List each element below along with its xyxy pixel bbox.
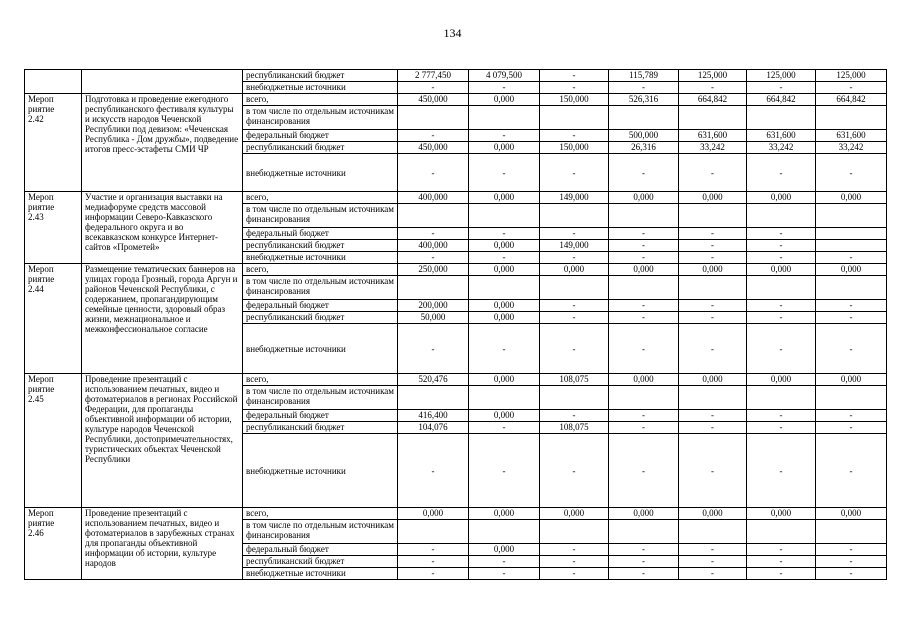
amount-cell [398, 276, 469, 300]
amount-cell: 0,000 [469, 544, 540, 556]
amount-cell: 149,000 [540, 240, 609, 252]
amount-cell: 450,000 [398, 142, 469, 154]
amount-cell: - [679, 556, 747, 568]
measure-description: Проведение презентаций с использованием печатных, видео и фотоматериалов в регионах Российской Федерации, для пропаганды объективной информации об истории, культуре народов Чеченской Республики, достопримечательностях, туристических объектах Чеченской Республики [82, 374, 243, 508]
amount-cell: 664,842 [747, 94, 816, 106]
amount-cell: - [540, 568, 609, 580]
funding-source: федеральный бюджет [243, 130, 398, 142]
amount-cell: - [540, 252, 609, 264]
funding-source: в том числе по отдельным источникам финансирования [243, 276, 398, 300]
funding-source: федеральный бюджет [243, 300, 398, 312]
amount-cell: - [609, 252, 679, 264]
funding-source: в том числе по отдельным источникам финансирования [243, 204, 398, 228]
amount-cell: - [816, 544, 887, 556]
amount-cell [609, 106, 679, 130]
amount-cell [609, 386, 679, 410]
amount-cell: - [398, 324, 469, 374]
amount-cell [540, 204, 609, 228]
amount-cell: 33,242 [816, 142, 887, 154]
measure-code: Мероп риятие 2.42 [25, 94, 82, 192]
funding-source: внебюджетные источники [243, 82, 398, 94]
amount-cell: - [540, 434, 609, 508]
amount-cell [609, 204, 679, 228]
amount-cell: - [398, 568, 469, 580]
amount-cell [679, 386, 747, 410]
amount-cell: - [747, 240, 816, 252]
amount-cell [398, 204, 469, 228]
amount-cell: 416,400 [398, 410, 469, 422]
amount-cell: 125,000 [816, 70, 887, 82]
page-number: 134 [443, 26, 462, 40]
measure-description: Участие и организация выставки на медиафоруме средств массовой информации Северо-Кавказского федерального округа и во всекавказском конкурсе Интернет-сайтов «Прометей» [82, 192, 243, 264]
measure-description [82, 70, 243, 94]
amount-cell: - [398, 130, 469, 142]
amount-cell: - [816, 410, 887, 422]
amount-cell: - [540, 544, 609, 556]
amount-cell: - [679, 324, 747, 374]
amount-cell: - [540, 410, 609, 422]
measure-code [25, 70, 82, 94]
amount-cell: - [679, 82, 747, 94]
amount-cell: 631,600 [816, 130, 887, 142]
amount-cell: 0,000 [747, 508, 816, 520]
amount-cell: - [679, 228, 747, 240]
measure-description: Проведение презентаций с использованием печатных, видео и фотоматериалов в зарубежных странах для пропаганды объективной информации об истории, культуре народов [82, 508, 243, 580]
funding-source: в том числе по отдельным источникам финансирования [243, 106, 398, 130]
amount-cell: 0,000 [469, 300, 540, 312]
measure-description: Размещение тематических баннеров на улицах города Грозный, города Аргун и районов Чеченской Республики, с содержанием, пропагандирующим семейные ценности, здоровый образ жизни, межнациональное и межконфессиональное согласие [82, 264, 243, 374]
amount-cell: - [540, 300, 609, 312]
amount-cell: - [679, 434, 747, 508]
amount-cell [816, 520, 887, 544]
funding-source: в том числе по отдельным источникам финансирования [243, 386, 398, 410]
funding-source: в том числе по отдельным источникам финансирования [243, 520, 398, 544]
amount-cell: 0,000 [679, 508, 747, 520]
amount-cell: - [469, 252, 540, 264]
amount-cell: 0,000 [747, 192, 816, 204]
amount-cell: 0,000 [398, 508, 469, 520]
funding-source: республиканский бюджет [243, 240, 398, 252]
amount-cell [540, 276, 609, 300]
amount-cell: - [747, 228, 816, 240]
amount-cell: 526,316 [609, 94, 679, 106]
amount-cell: - [469, 434, 540, 508]
amount-cell: - [540, 70, 609, 82]
amount-cell: - [609, 240, 679, 252]
amount-cell: - [398, 252, 469, 264]
amount-cell: 0,000 [469, 508, 540, 520]
amount-cell: - [747, 544, 816, 556]
amount-cell: 26,316 [609, 142, 679, 154]
amount-cell: - [679, 422, 747, 434]
amount-cell: 0,000 [469, 240, 540, 252]
amount-cell: - [747, 568, 816, 580]
amount-cell: - [816, 82, 887, 94]
amount-cell: - [398, 154, 469, 192]
amount-cell: 0,000 [816, 374, 887, 386]
amount-cell: 150,000 [540, 142, 609, 154]
amount-cell: - [816, 422, 887, 434]
amount-cell: 150,000 [540, 94, 609, 106]
amount-cell: 0,000 [609, 374, 679, 386]
amount-cell: - [747, 252, 816, 264]
measure-code: Мероп риятие 2.46 [25, 508, 82, 580]
amount-cell: - [469, 130, 540, 142]
amount-cell: 0,000 [816, 508, 887, 520]
amount-cell: 4 079,500 [469, 70, 540, 82]
amount-cell: - [609, 568, 679, 580]
amount-cell: - [609, 422, 679, 434]
amount-cell [679, 276, 747, 300]
amount-cell: 0,000 [469, 94, 540, 106]
amount-cell [398, 520, 469, 544]
amount-cell: 115,789 [609, 70, 679, 82]
amount-cell: - [816, 154, 887, 192]
amount-cell: 631,600 [679, 130, 747, 142]
funding-source: всего, [243, 94, 398, 106]
amount-cell: - [609, 82, 679, 94]
table-row [25, 264, 887, 276]
amount-cell: - [540, 324, 609, 374]
amount-cell: - [609, 544, 679, 556]
amount-cell: - [816, 556, 887, 568]
amount-cell: - [540, 228, 609, 240]
amount-cell [816, 276, 887, 300]
funding-source: всего, [243, 508, 398, 520]
amount-cell [469, 386, 540, 410]
amount-cell: 125,000 [747, 70, 816, 82]
amount-cell: - [469, 556, 540, 568]
amount-cell: - [609, 312, 679, 324]
amount-cell: 664,842 [816, 94, 887, 106]
amount-cell: 0,000 [816, 192, 887, 204]
amount-cell: 0,000 [469, 410, 540, 422]
amount-cell: - [469, 82, 540, 94]
funding-source: федеральный бюджет [243, 228, 398, 240]
amount-cell: - [540, 556, 609, 568]
amount-cell: - [540, 82, 609, 94]
amount-cell: - [398, 556, 469, 568]
budget-table [24, 69, 887, 580]
amount-cell: - [609, 300, 679, 312]
amount-cell [816, 228, 887, 240]
amount-cell: - [679, 300, 747, 312]
amount-cell: 400,000 [398, 240, 469, 252]
amount-cell: 104,076 [398, 422, 469, 434]
amount-cell: 250,000 [398, 264, 469, 276]
amount-cell: - [679, 154, 747, 192]
table-row [25, 94, 887, 106]
amount-cell [747, 106, 816, 130]
amount-cell: - [540, 154, 609, 192]
funding-source: республиканский бюджет [243, 142, 398, 154]
amount-cell [469, 276, 540, 300]
amount-cell: 450,000 [398, 94, 469, 106]
amount-cell: - [679, 240, 747, 252]
funding-source: внебюджетные источники [243, 434, 398, 508]
amount-cell: - [609, 154, 679, 192]
amount-cell: - [679, 252, 747, 264]
amount-cell: - [469, 324, 540, 374]
amount-cell: 520,476 [398, 374, 469, 386]
amount-cell: - [540, 312, 609, 324]
amount-cell: - [747, 434, 816, 508]
amount-cell: - [609, 410, 679, 422]
table-row [25, 508, 887, 520]
amount-cell: - [816, 300, 887, 312]
amount-cell: 0,000 [609, 508, 679, 520]
funding-source: республиканский бюджет [243, 556, 398, 568]
amount-cell [540, 386, 609, 410]
amount-cell: - [609, 324, 679, 374]
funding-source: внебюджетные источники [243, 324, 398, 374]
amount-cell: - [398, 434, 469, 508]
amount-cell [609, 520, 679, 544]
amount-cell: 0,000 [469, 312, 540, 324]
amount-cell: - [816, 434, 887, 508]
amount-cell: - [398, 544, 469, 556]
amount-cell [398, 106, 469, 130]
table-row [25, 70, 887, 82]
amount-cell: 0,000 [747, 374, 816, 386]
amount-cell [540, 520, 609, 544]
amount-cell [747, 520, 816, 544]
measure-code: Мероп риятие 2.44 [25, 264, 82, 374]
amount-cell [469, 204, 540, 228]
amount-cell: - [398, 82, 469, 94]
amount-cell: - [609, 434, 679, 508]
amount-cell: 0,000 [609, 264, 679, 276]
amount-cell: - [609, 228, 679, 240]
amount-cell: - [540, 130, 609, 142]
amount-cell: - [747, 82, 816, 94]
amount-cell: 0,000 [679, 192, 747, 204]
budget-table-body [25, 70, 887, 580]
amount-cell [679, 106, 747, 130]
amount-cell [816, 386, 887, 410]
amount-cell: - [816, 312, 887, 324]
amount-cell: 0,000 [469, 374, 540, 386]
amount-cell: - [398, 228, 469, 240]
amount-cell [747, 386, 816, 410]
amount-cell [679, 520, 747, 544]
amount-cell [398, 386, 469, 410]
funding-source: республиканский бюджет [243, 70, 398, 82]
funding-source: всего, [243, 192, 398, 204]
funding-source: республиканский бюджет [243, 312, 398, 324]
amount-cell: - [469, 568, 540, 580]
measure-description: Подготовка и проведение ежегодного республиканского фестиваля культуры и искусств народов Чеченской Республики под девизом: «Чеченская Республика - Дом дружбы», подведение итогов пресс-эстафеты СМИ ЧР [82, 94, 243, 192]
amount-cell: 500,000 [609, 130, 679, 142]
amount-cell: - [747, 300, 816, 312]
amount-cell [816, 106, 887, 130]
amount-cell: 50,000 [398, 312, 469, 324]
amount-cell: 33,242 [679, 142, 747, 154]
funding-source: внебюджетные источники [243, 252, 398, 264]
measure-code: Мероп риятие 2.43 [25, 192, 82, 264]
amount-cell: 0,000 [747, 264, 816, 276]
amount-cell: 0,000 [540, 264, 609, 276]
amount-cell: - [469, 228, 540, 240]
amount-cell: 0,000 [469, 192, 540, 204]
amount-cell: 0,000 [469, 264, 540, 276]
amount-cell: 0,000 [469, 142, 540, 154]
amount-cell: - [609, 556, 679, 568]
amount-cell: 33,242 [747, 142, 816, 154]
amount-cell: - [679, 410, 747, 422]
funding-source: всего, [243, 264, 398, 276]
funding-source: всего, [243, 374, 398, 386]
amount-cell: 400,000 [398, 192, 469, 204]
amount-cell: 108,075 [540, 374, 609, 386]
amount-cell [747, 276, 816, 300]
amount-cell: - [469, 422, 540, 434]
amount-cell: - [679, 312, 747, 324]
amount-cell: 108,075 [540, 422, 609, 434]
amount-cell: - [747, 154, 816, 192]
funding-source: республиканский бюджет [243, 422, 398, 434]
measure-code: Мероп риятие 2.45 [25, 374, 82, 508]
amount-cell [679, 204, 747, 228]
amount-cell: - [816, 568, 887, 580]
funding-source: внебюджетные источники [243, 568, 398, 580]
amount-cell: 0,000 [540, 508, 609, 520]
amount-cell: 0,000 [609, 192, 679, 204]
amount-cell: 664,842 [679, 94, 747, 106]
amount-cell [816, 240, 887, 252]
amount-cell: 2 777,450 [398, 70, 469, 82]
amount-cell: 125,000 [679, 70, 747, 82]
amount-cell: - [747, 312, 816, 324]
amount-cell: 0,000 [816, 264, 887, 276]
amount-cell: 149,000 [540, 192, 609, 204]
amount-cell: - [747, 410, 816, 422]
amount-cell [469, 520, 540, 544]
amount-cell [469, 106, 540, 130]
amount-cell: - [469, 154, 540, 192]
amount-cell: - [747, 556, 816, 568]
amount-cell: - [747, 422, 816, 434]
amount-cell: 0,000 [679, 374, 747, 386]
funding-source: внебюджетные источники [243, 154, 398, 192]
amount-cell: - [747, 324, 816, 374]
amount-cell [816, 204, 887, 228]
amount-cell: 200,000 [398, 300, 469, 312]
amount-cell: - [816, 252, 887, 264]
funding-source: федеральный бюджет [243, 544, 398, 556]
funding-source: федеральный бюджет [243, 410, 398, 422]
amount-cell: - [816, 324, 887, 374]
amount-cell [747, 204, 816, 228]
table-row [25, 374, 887, 386]
amount-cell: - [679, 544, 747, 556]
amount-cell: 0,000 [679, 264, 747, 276]
table-row [25, 192, 887, 204]
amount-cell: 631,600 [747, 130, 816, 142]
amount-cell [609, 276, 679, 300]
amount-cell: - [679, 568, 747, 580]
amount-cell [540, 106, 609, 130]
